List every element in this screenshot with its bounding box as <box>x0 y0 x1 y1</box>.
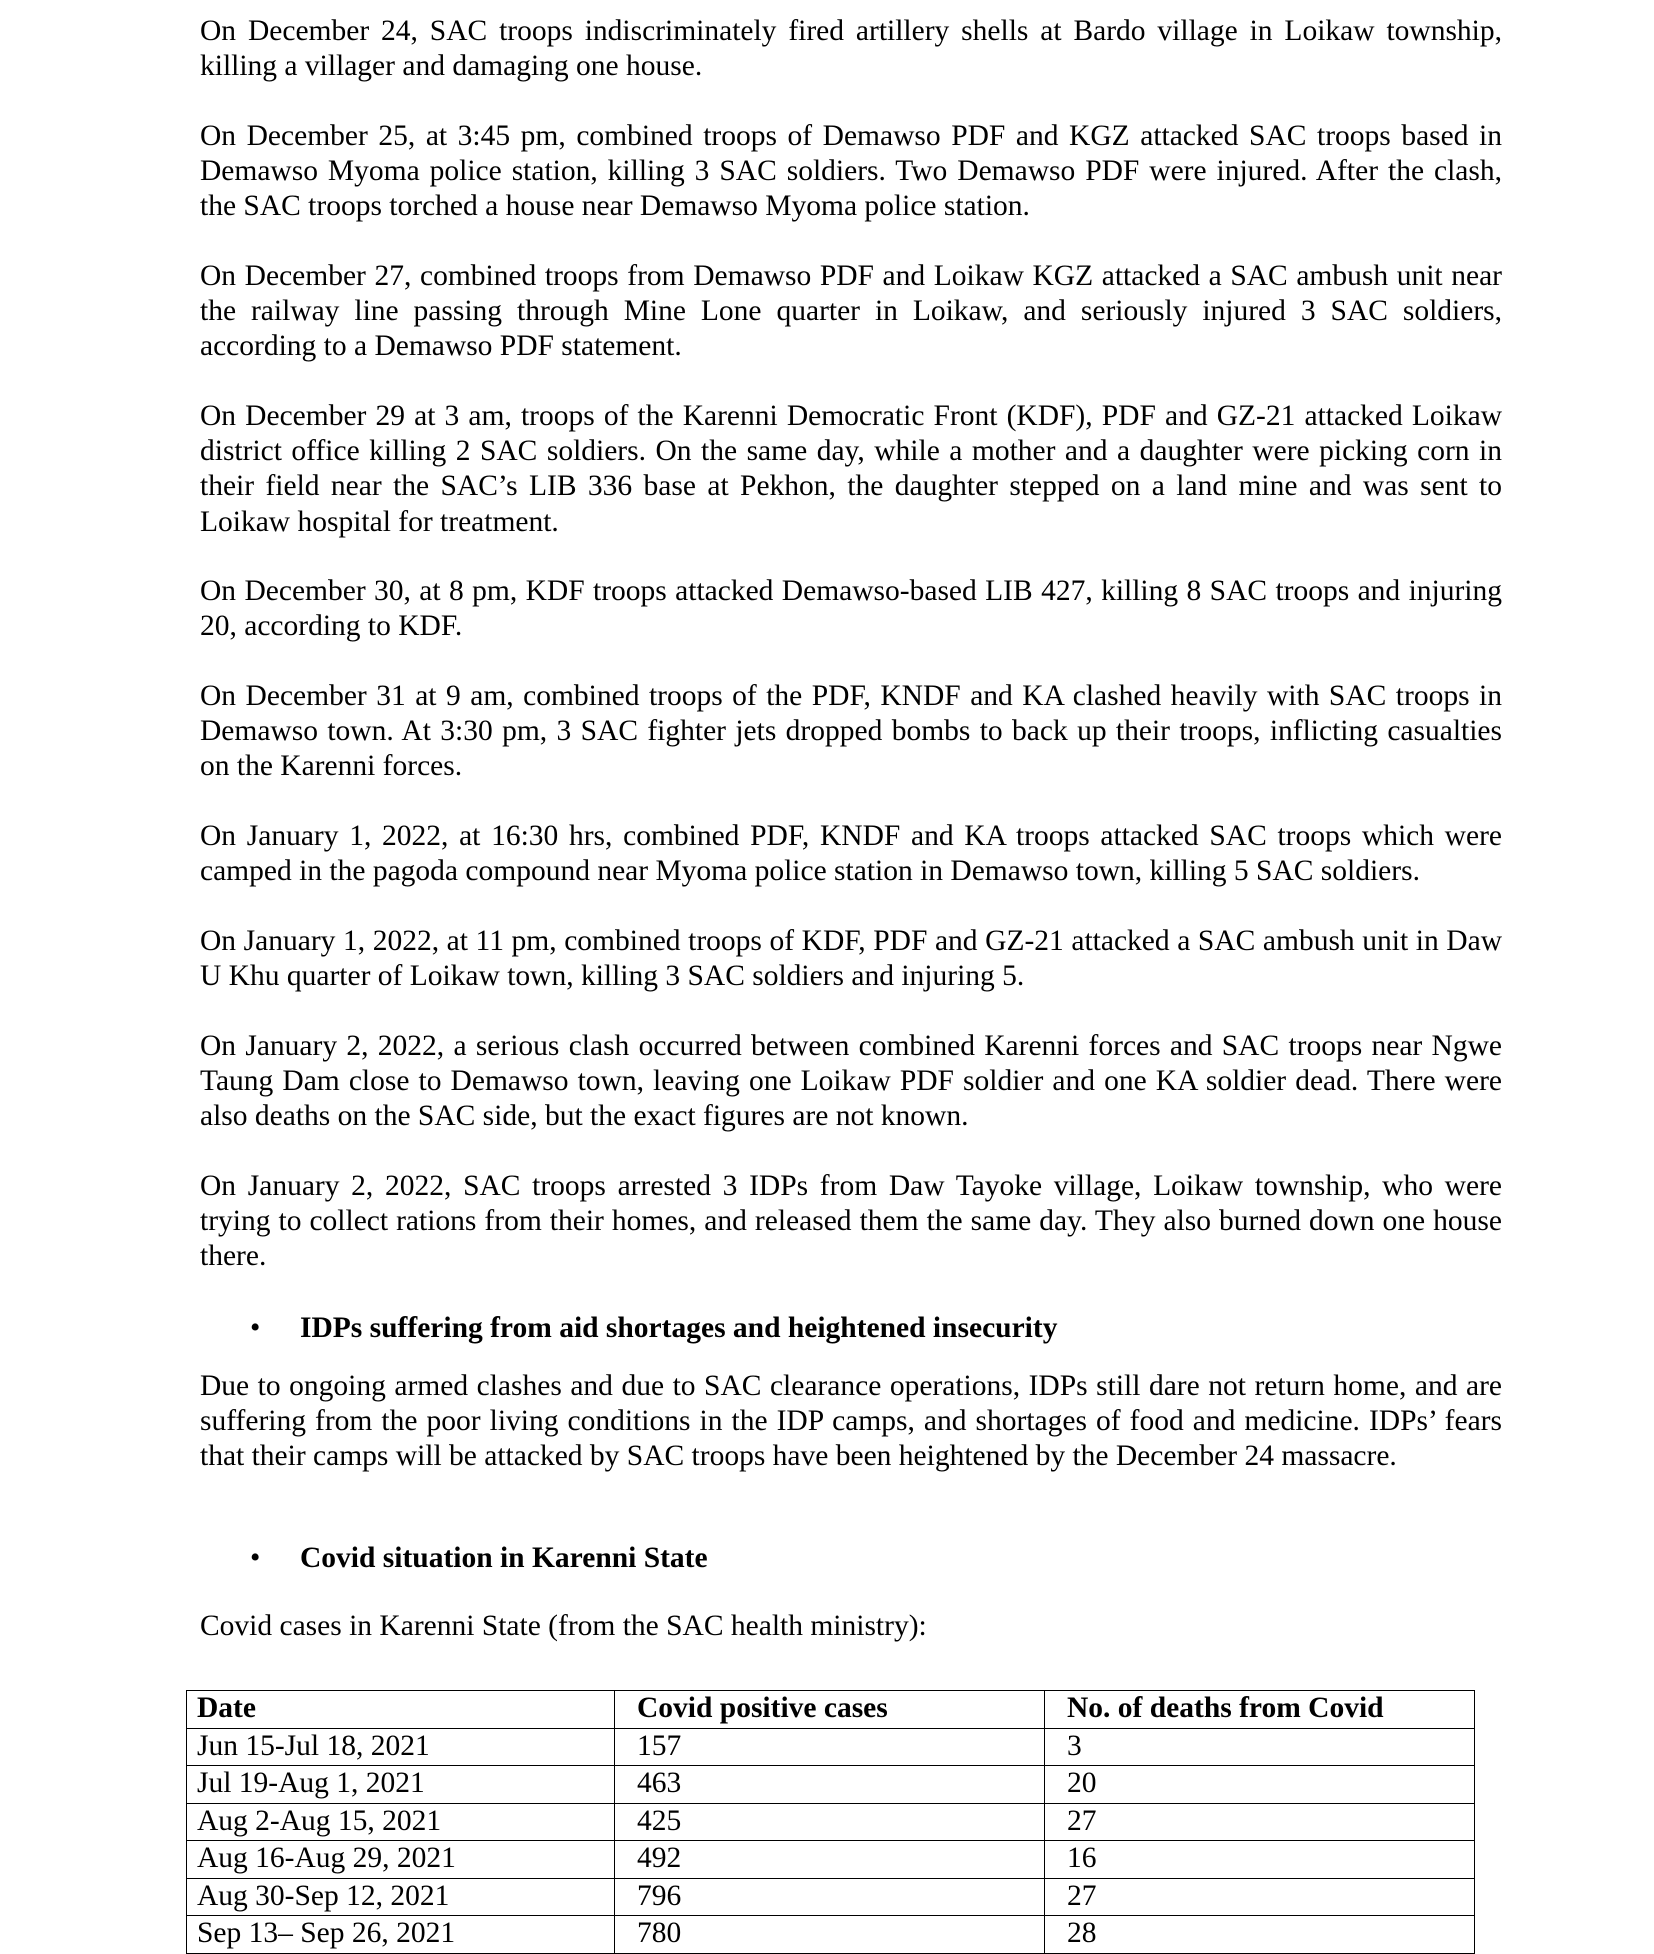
column-header-date: Date <box>187 1691 615 1729</box>
column-header-deaths: No. of deaths from Covid <box>1045 1691 1475 1729</box>
paragraph-idps: Due to ongoing armed clashes and due to SAC clearance operations, IDPs still dare not return home, and are suffering from the poor living conditions in the IDP camps, and shortages of food and medicine. IDPs’ fears that their camps will be attacked by SAC troops have been heightened by the December 24 massacre. <box>200 1370 1502 1473</box>
bullet-icon: • <box>250 1542 261 1574</box>
paragraph-dec-31: On December 31 at 9 am, combined troops of the PDF, KNDF and KA clashed heavily with SAC troops in Demawso town. At 3:30 pm, 3 SAC fighter jets dropped bombs to back up their troops, inflicting casualties on the Karenni forces. <box>200 680 1502 783</box>
cell-deaths: 27 <box>1045 1878 1475 1916</box>
paragraph-dec-29: On December 29 at 3 am, troops of the Karenni Democratic Front (KDF), PDF and GZ-21 attacked Loikaw district office killing 2 SAC soldiers. On the same day, while a mother and a daughter were picking corn in their field near the SAC’s LIB 336 base at Pekhon, the daughter stepped on a land mine and was sent to Loikaw hospital for treatment. <box>200 400 1502 538</box>
cell-deaths: 16 <box>1045 1841 1475 1879</box>
table-row <box>187 1728 1475 1766</box>
cell-positive-cases: 780 <box>615 1916 1045 1954</box>
cell-date: Jun 15-Jul 18, 2021 <box>187 1728 615 1766</box>
paragraph-jan-2-clash: On January 2, 2022, a serious clash occurred between combined Karenni forces and SAC troops near Ngwe Taung Dam close to Demawso town, leaving one Loikaw PDF soldier and one KA soldier dead. There were also deaths on the SAC side, but the exact figures are not known. <box>200 1030 1502 1133</box>
cell-date: Aug 30-Sep 12, 2021 <box>187 1878 615 1916</box>
cell-positive-cases: 463 <box>615 1766 1045 1804</box>
cell-date: Aug 2-Aug 15, 2021 <box>187 1803 615 1841</box>
table-row <box>187 1916 1475 1954</box>
paragraph-dec-27: On December 27, combined troops from Demawso PDF and Loikaw KGZ attacked a SAC ambush unit near the railway line passing through Mine Lone quarter in Loikaw, and seriously injured 3 SAC soldiers, according to a Demawso PDF statement. <box>200 260 1502 363</box>
paragraph-dec-24: On December 24, SAC troops indiscriminately fired artillery shells at Bardo village in Loikaw township, killing a villager and damaging one house. <box>200 15 1502 83</box>
cell-date: Sep 13– Sep 26, 2021 <box>187 1916 615 1954</box>
cell-date: Jul 19-Aug 1, 2021 <box>187 1766 615 1804</box>
cell-positive-cases: 425 <box>615 1803 1045 1841</box>
cell-deaths: 28 <box>1045 1916 1475 1954</box>
cell-deaths: 27 <box>1045 1803 1475 1841</box>
table-row <box>187 1878 1475 1916</box>
cell-positive-cases: 796 <box>615 1878 1045 1916</box>
paragraph-jan-1-night: On January 1, 2022, at 11 pm, combined troops of KDF, PDF and GZ-21 attacked a SAC ambush unit in Daw U Khu quarter of Loikaw town, killing 3 SAC soldiers and injuring 5. <box>200 925 1502 993</box>
cell-date: Aug 16-Aug 29, 2021 <box>187 1841 615 1879</box>
table-row <box>187 1766 1475 1804</box>
section-title-covid: Covid situation in Karenni State <box>300 1542 708 1574</box>
cell-positive-cases: 492 <box>615 1841 1045 1879</box>
covid-cases-table <box>186 1690 1475 1954</box>
table-header-row <box>187 1691 1475 1729</box>
paragraph-dec-25: On December 25, at 3:45 pm, combined troops of Demawso PDF and KGZ attacked SAC troops based in Demawso Myoma police station, killing 3 SAC soldiers. Two Demawso PDF were injured. After the clash, the SAC troops torched a house near Demawso Myoma police station. <box>200 120 1502 223</box>
covid-table-intro: Covid cases in Karenni State (from the SAC health ministry): <box>200 1610 927 1642</box>
table-row <box>187 1803 1475 1841</box>
section-title-idps: IDPs suffering from aid shortages and heightened insecurity <box>300 1312 1058 1344</box>
table-row <box>187 1841 1475 1879</box>
paragraph-dec-30: On December 30, at 8 pm, KDF troops attacked Demawso-based LIB 427, killing 8 SAC troops and injuring 20, according to KDF. <box>200 575 1502 643</box>
cell-positive-cases: 157 <box>615 1728 1045 1766</box>
cell-deaths: 3 <box>1045 1728 1475 1766</box>
column-header-positive-cases: Covid positive cases <box>615 1691 1045 1729</box>
paragraph-jan-2-arrest: On January 2, 2022, SAC troops arrested 3 IDPs from Daw Tayoke village, Loikaw township, who were trying to collect rations from their homes, and released them the same day. They also burned down one house there. <box>200 1170 1502 1273</box>
bullet-icon: • <box>250 1312 261 1344</box>
paragraph-jan-1-afternoon: On January 1, 2022, at 16:30 hrs, combined PDF, KNDF and KA troops attacked SAC troops which were camped in the pagoda compound near Myoma police station in Demawso town, killing 5 SAC soldiers. <box>200 820 1502 888</box>
cell-deaths: 20 <box>1045 1766 1475 1804</box>
